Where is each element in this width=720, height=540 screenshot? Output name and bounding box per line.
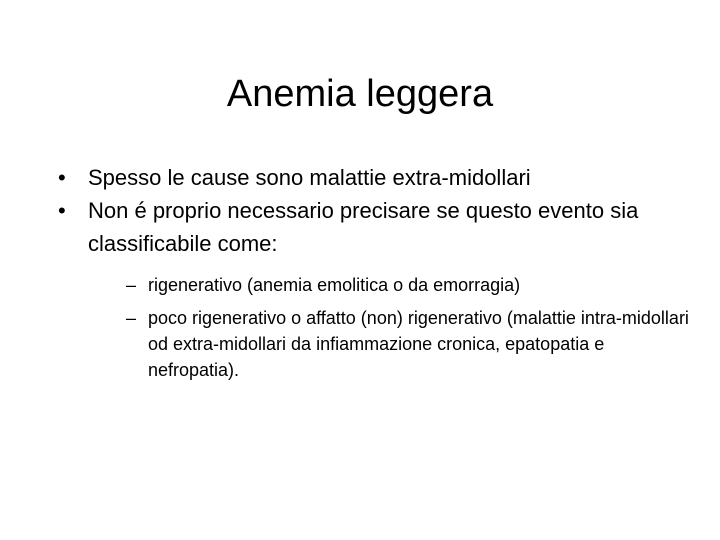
sub-bullet-marker: – xyxy=(126,275,137,295)
slide-title: Anemia leggera xyxy=(226,73,494,115)
bullet-text: Spesso le cause sono malattie extra-midollari xyxy=(88,165,531,190)
sub-bullet-text: rigenerativo (anemia emolitica o da emorragia) xyxy=(148,275,521,295)
sub-bullet-list xyxy=(126,272,698,383)
bullet-item xyxy=(58,194,698,383)
bullet-text: Non é proprio necessario precisare se questo evento sia classificabile come: xyxy=(88,198,639,256)
bullet-marker: • xyxy=(58,165,66,190)
sub-bullet-text: poco rigenerativo o affatto (non) rigenerativo (malattie intra-midollari od extra-midollari da infiammazione cronica, epatopatia e nefropatia). xyxy=(148,308,689,380)
sub-bullet-item xyxy=(126,272,698,298)
sub-bullet-marker: – xyxy=(126,308,137,328)
bullet-marker: • xyxy=(58,198,66,223)
bullet-item xyxy=(58,161,698,194)
bullet-list xyxy=(58,161,698,390)
sub-bullet-item xyxy=(126,305,698,383)
